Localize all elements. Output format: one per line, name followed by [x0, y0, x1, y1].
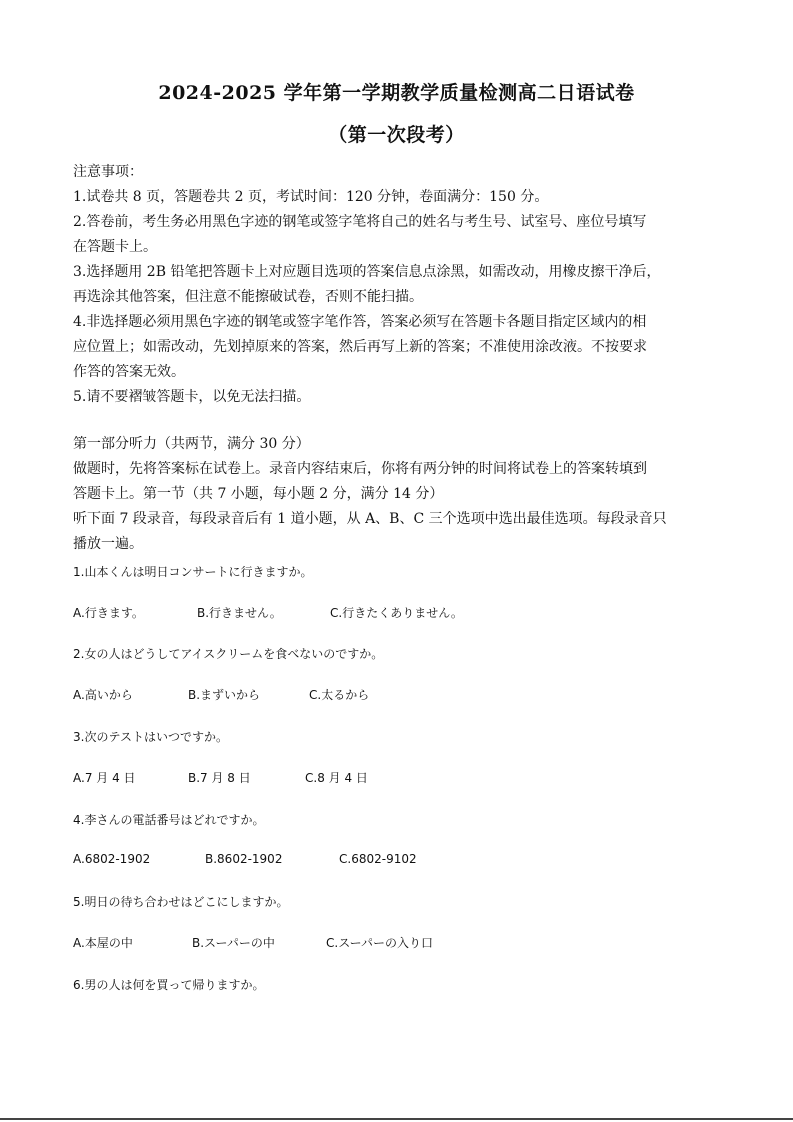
- notes-line: 4.非选择题必须用黑色字迹的钢笔或签字笔作答，答案必须写在答题卡各题目指定区域内的相: [73, 314, 647, 330]
- question-5-options: [73, 934, 673, 950]
- option-b: B.行きません。: [197, 606, 282, 620]
- notes-line: 1.试卷共 8 页，答题卷共 2 页，考试时间：120 分钟，卷面满分：150 分。: [73, 189, 549, 205]
- question-1: 1.山本くんは明日コンサートに行きますか。: [73, 565, 313, 579]
- question-5: 5.明日の待ち合わせはどこにしますか。: [73, 895, 289, 909]
- option-c: C.行きたくありません。: [330, 606, 463, 620]
- option-c: C.6802-9102: [339, 852, 417, 866]
- option-a: A.本屋の中: [73, 936, 133, 950]
- notes-line: 2.答卷前，考生务必用黑色字迹的钢笔或签字笔将自己的姓名与考生号、试室号、座位号填写: [73, 214, 647, 230]
- option-a: A.7 月 4 日: [73, 771, 136, 785]
- notes-line: 应位置上；如需改动，先划掉原来的答案，然后再写上新的答案；不准使用涂改液。不按要求: [73, 339, 647, 355]
- notes-line: 在答题卡上。: [73, 239, 157, 255]
- option-c: C.太るから: [309, 688, 370, 702]
- notes-block: [73, 160, 733, 410]
- option-b: B.7 月 8 日: [188, 771, 251, 785]
- section-line: 听下面 7 段录音，每段录音后有 1 道小题，从 A、B、C 三个选项中选出最佳选项。每段录音只: [73, 511, 667, 527]
- page-bottom-border: [0, 1118, 793, 1120]
- option-a: A.行きます。: [73, 606, 144, 620]
- notes-line: 3.选择题用 2B 铅笔把答题卡上对应题目选项的答案信息点涂黑，如需改动，用橡皮擦干净后，: [73, 264, 661, 280]
- question-4-options: [73, 852, 673, 868]
- option-c: C.8 月 4 日: [305, 771, 368, 785]
- section-line: 第一部分听力（共两节，满分 30 分）: [73, 436, 310, 452]
- notes-line: 作答的答案无效。: [73, 364, 185, 380]
- question-2-options: [73, 686, 673, 702]
- question-3-options: [73, 769, 673, 785]
- question-4: 4.李さんの電話番号はどれですか。: [73, 813, 265, 827]
- option-c: C.スーパーの入り口: [326, 936, 433, 950]
- exam-title: 2024-2025 学年第一学期教学质量检测高二日语试卷: [158, 82, 635, 104]
- section-line: 播放一遍。: [73, 536, 143, 552]
- question-1-options: [73, 604, 673, 620]
- section-line: 做题时，先将答案标在试卷上。录音内容结束后，你将有两分钟的时间将试卷上的答案转填到: [73, 461, 647, 477]
- option-a: A.高いから: [73, 688, 133, 702]
- notes-line: 再选涂其他答案，但注意不能擦破试卷，否则不能扫描。: [73, 289, 423, 305]
- notes-line: 5.请不要褶皱答题卡，以免无法扫描。: [73, 389, 311, 405]
- question-2: 2.女の人はどうしてアイスクリームを食べないのですか。: [73, 647, 384, 661]
- question-3: 3.次のテストはいつですか。: [73, 730, 228, 744]
- question-6: 6.男の人は何を買って帰りますか。: [73, 978, 265, 992]
- option-b: B.スーパーの中: [192, 936, 275, 950]
- section-line: 答题卡上。第一节（共 7 小题，每小题 2 分，满分 14 分）: [73, 486, 444, 502]
- option-a: A.6802-1902: [73, 852, 151, 866]
- option-b: B.まずいから: [188, 688, 261, 702]
- option-b: B.8602-1902: [205, 852, 283, 866]
- exam-subtitle: （第一次段考）: [328, 124, 465, 146]
- listening-section: [73, 432, 733, 557]
- notes-heading: 注意事项：: [73, 164, 143, 180]
